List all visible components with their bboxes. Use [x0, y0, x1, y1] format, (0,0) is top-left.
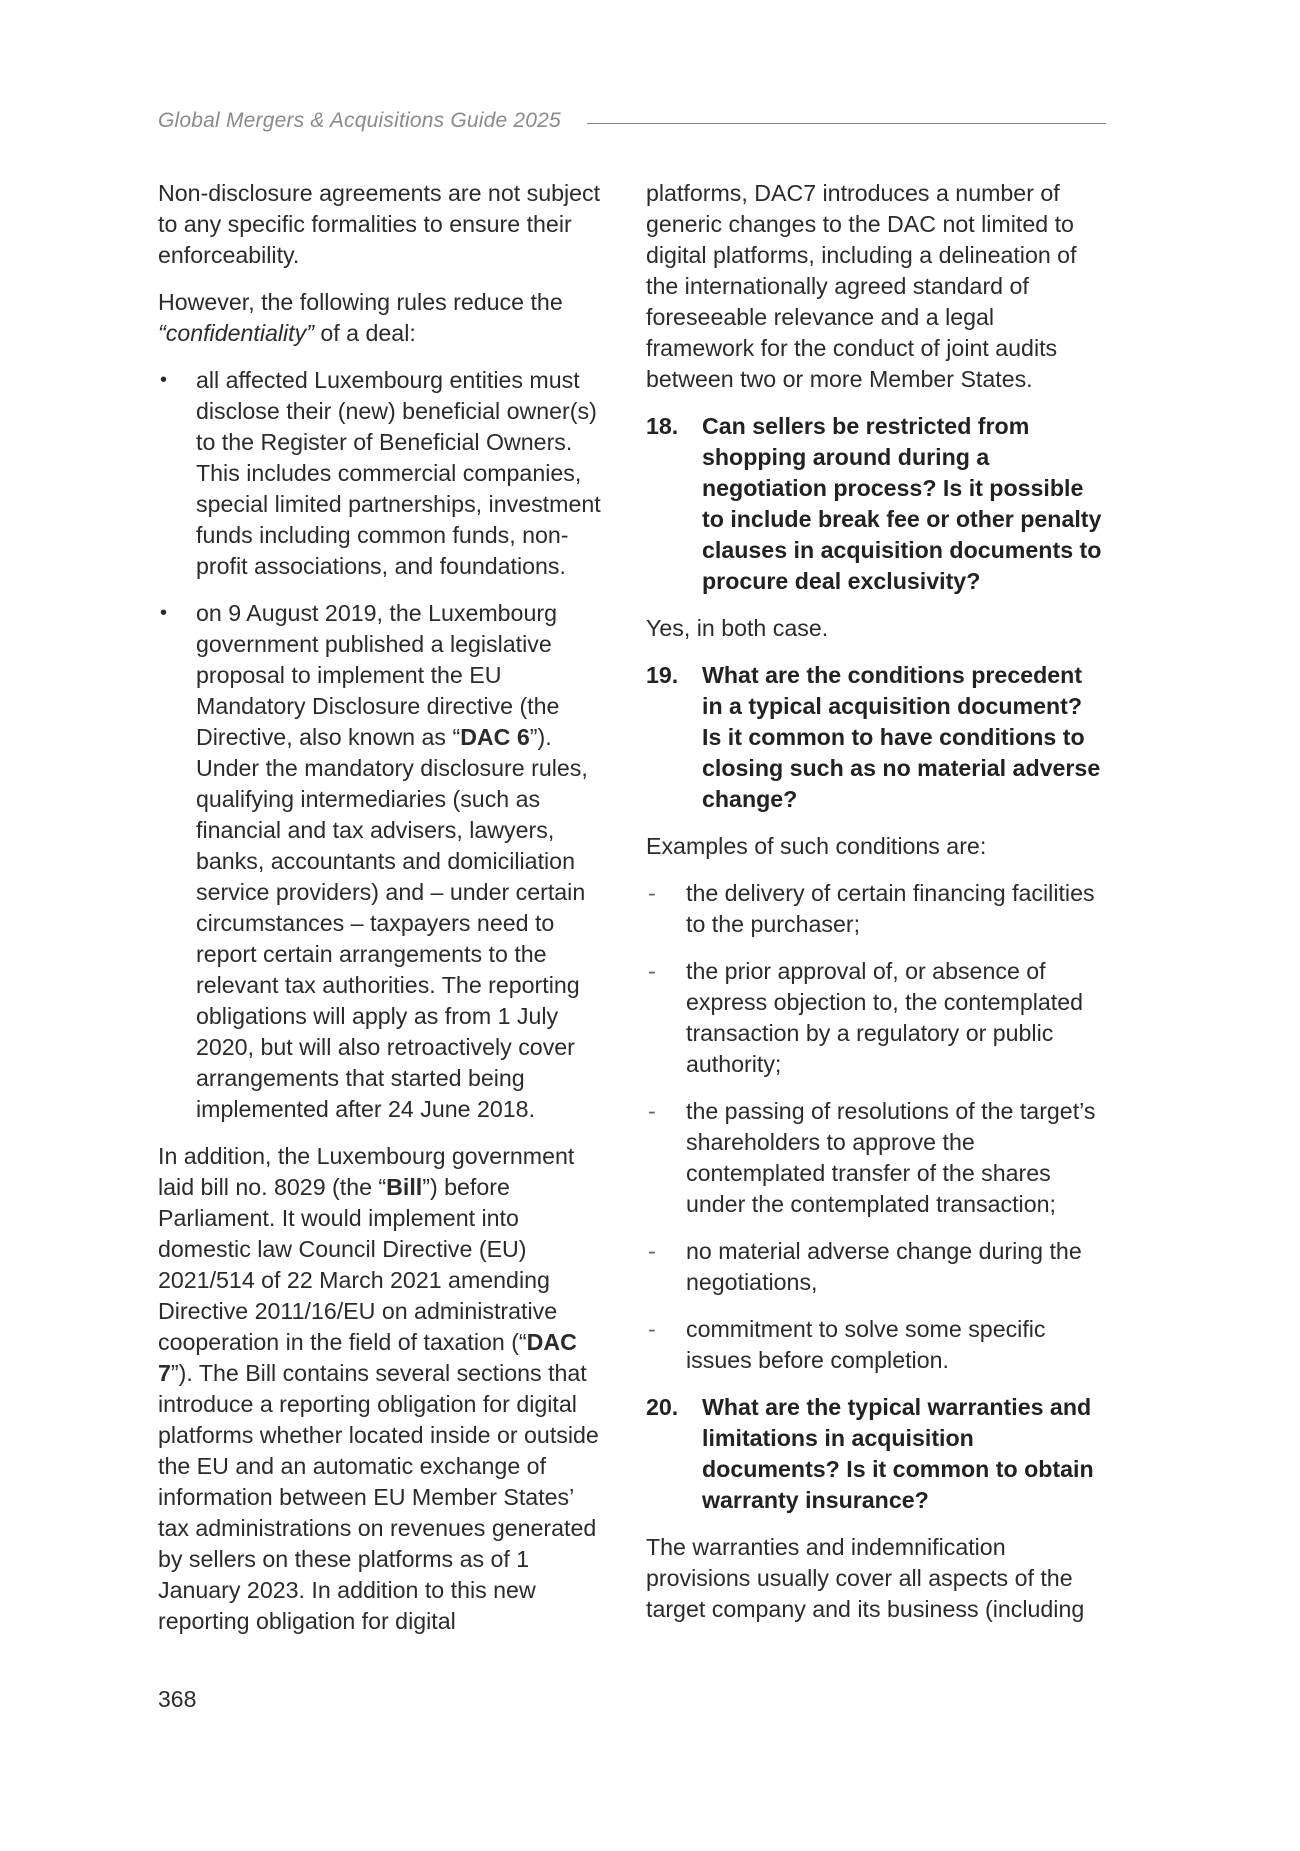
dash-marker: -: [648, 958, 656, 984]
answer: Examples of such conditions are:: [646, 833, 987, 859]
defined-term: DAC 6: [460, 724, 530, 750]
defined-term: DAC 7: [158, 1329, 577, 1386]
list-item: [646, 1314, 1106, 1376]
dash-list: [646, 878, 1106, 1376]
question-20: [646, 1392, 1106, 1516]
running-header: [158, 106, 1106, 136]
text-run: commitment to solve some specific issues before completion.: [686, 1316, 1046, 1373]
text-run: all affected Luxembourg entities must disclose their (new) beneficial owner(s) to the Register of Beneficial Owners. This includes commercial companies, special limited partnerships, investment funds including common funds, non-profit associations, and foundations.: [196, 367, 601, 579]
text-run: ”). The Bill contains several sections that introduce a reporting obligation for digital platforms whether located inside or outside the EU and an automatic exchange of information between EU Member States’ tax administrations on revenues generated by sellers on these platforms as of 1 January 2023. In addition to this new reporting obligation for digital: [158, 1360, 599, 1634]
text-run: However, the following rules reduce the: [158, 289, 563, 315]
dash-marker: -: [648, 1316, 656, 1342]
list-item: [646, 956, 1106, 1080]
left-column: [158, 178, 610, 1653]
defined-term: Bill: [386, 1174, 423, 1200]
answer: The warranties and indemnification provisions usually cover all aspects of the target company and its business (including: [646, 1534, 1085, 1622]
bullet-list: [158, 365, 610, 1125]
question-text: What are the conditions precedent in a typical acquisition document? Is it common to have conditions to closing such as no material adverse change?: [702, 662, 1101, 812]
page-number: 368: [158, 1686, 197, 1712]
dash-marker: -: [648, 1238, 656, 1264]
question-18: [646, 411, 1106, 597]
question-text: What are the typical warranties and limitations in acquisition documents? Is it common to obtain warranty insurance?: [702, 1394, 1094, 1513]
text-run: the passing of resolutions of the target’s shareholders to approve the contemplated transfer of the shares under the contemplated transaction;: [686, 1098, 1096, 1217]
answer: Yes, in both case.: [646, 615, 829, 641]
question-19: [646, 660, 1106, 815]
bullet-marker: •: [160, 369, 168, 391]
right-column: [646, 178, 1106, 1641]
paragraph: Non-disclosure agreements are not subject to any specific formalities to ensure their enforceability.: [158, 180, 601, 268]
list-item: [646, 1236, 1106, 1298]
dash-marker: -: [648, 880, 656, 906]
paragraph: [158, 287, 610, 349]
list-item: [158, 598, 610, 1125]
text-run: the prior approval of, or absence of express objection to, the contemplated transaction by a regulatory or public authority;: [686, 958, 1084, 1077]
question-number: 19.: [646, 662, 679, 688]
question-number: 18.: [646, 413, 679, 439]
text-run: ”). Under the mandatory disclosure rules, qualifying intermediaries (such as financial and tax advisers, lawyers, banks, accountants and domiciliation service providers) and – under certain circumstances – taxpayers need to report certain arrangements to the relevant tax authorities. The reporting obligations will apply as from 1 July 2020, but will also retroactively cover arrangements that started being implemented after 24 June 2018.: [196, 724, 588, 1122]
text-run: of a deal:: [313, 320, 416, 346]
dash-marker: -: [648, 1098, 656, 1124]
list-item: [646, 1096, 1106, 1220]
emphasis: “confidentiality”: [158, 320, 314, 346]
paragraph: platforms, DAC7 introduces a number of generic changes to the DAC not limited to digital platforms, including a delineation of the internationally agreed standard of foreseeable relevance and a legal framework for the conduct of joint audits between two or more Member States.: [646, 180, 1077, 392]
paragraph: [158, 1141, 610, 1637]
text-run: no material adverse change during the negotiations,: [686, 1238, 1082, 1295]
text-run: the delivery of certain financing facilities to the purchaser;: [686, 880, 1095, 937]
question-number: 20.: [646, 1394, 679, 1420]
bullet-marker: •: [160, 602, 168, 624]
header-rule: [587, 123, 1106, 124]
guide-title: Global Mergers & Acquisitions Guide 2025: [158, 109, 561, 132]
text-run: ”) before Parliament. It would implement into domestic law Council Directive (EU) 2021/514 of 22 March 2021 amending Directive 2011/16/EU on administrative cooperation in the field of taxation (“: [158, 1174, 558, 1355]
text-run: on 9 August 2019, the Luxembourg government published a legislative proposal to implement the EU Mandatory Disclosure directive (the Directive, also known as “: [196, 600, 560, 750]
list-item: [158, 365, 610, 582]
text-run: In addition, the Luxembourg government laid bill no. 8029 (the “: [158, 1143, 575, 1200]
list-item: [646, 878, 1106, 940]
question-text: Can sellers be restricted from shopping around during a negotiation process? Is it possible to include break fee or other penalty clauses in acquisition documents to procure deal exclusivity?: [702, 413, 1102, 594]
